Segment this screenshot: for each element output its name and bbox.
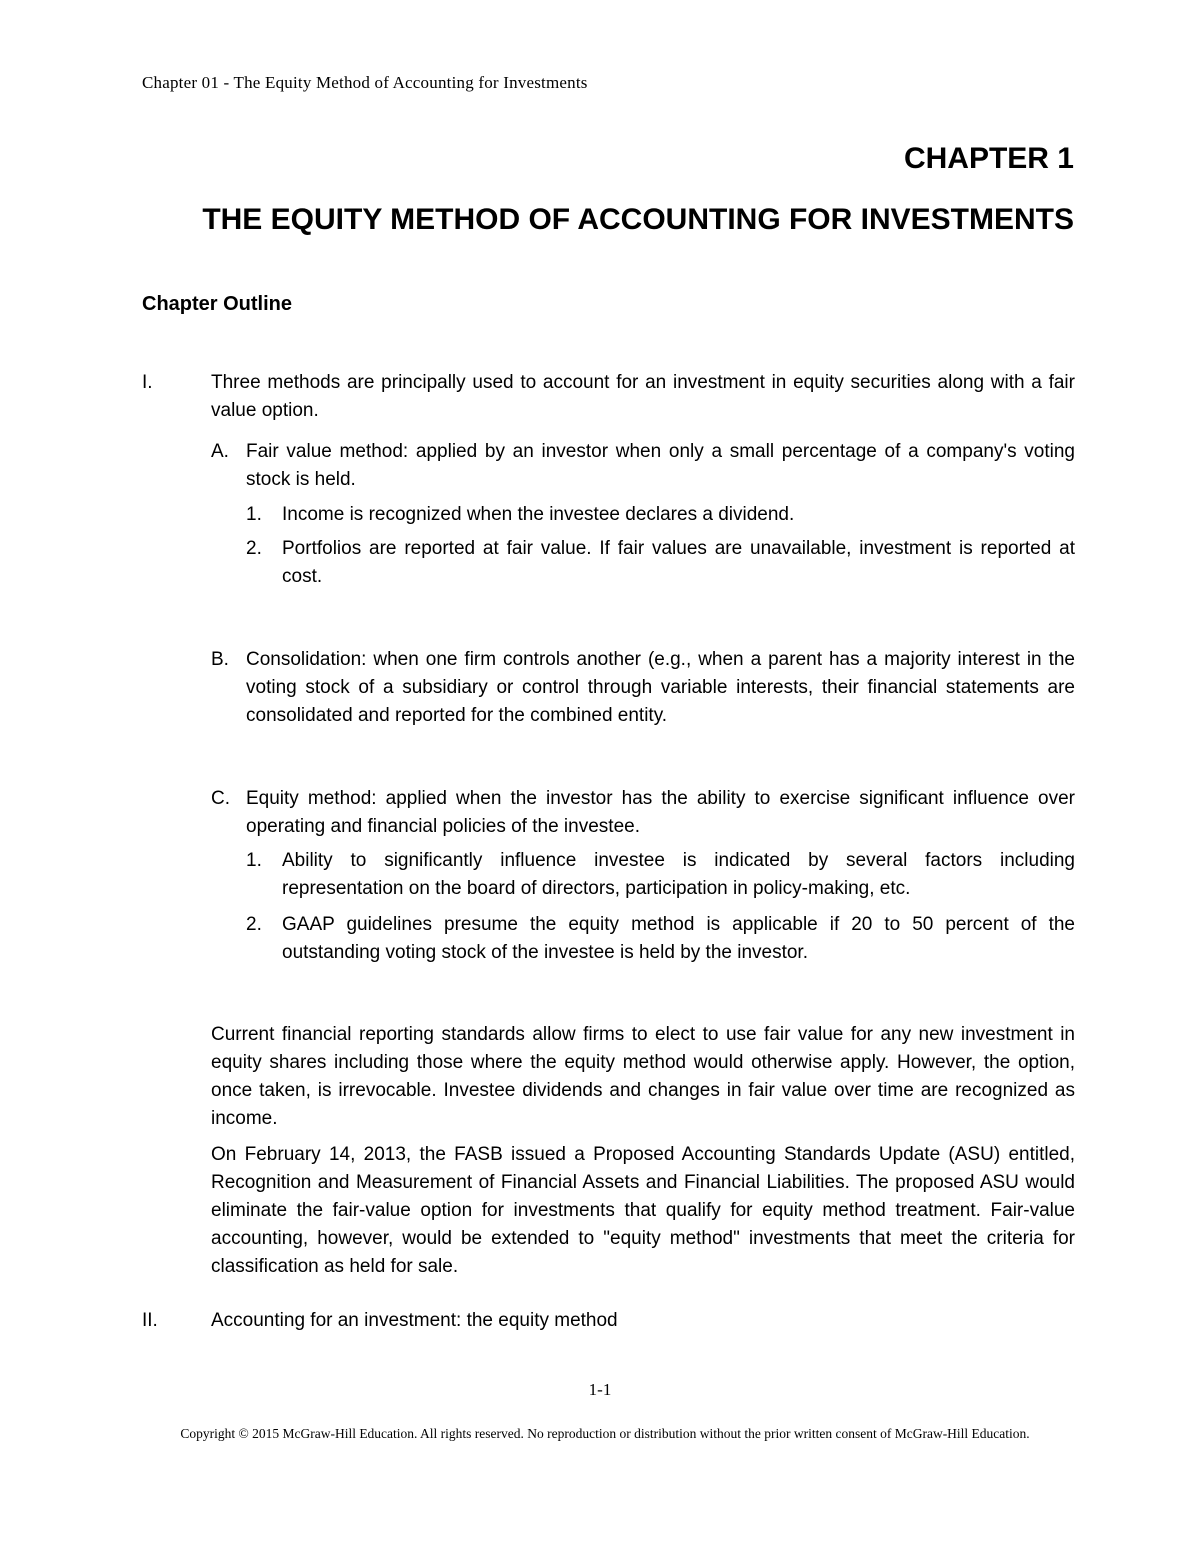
section-marker-ii: II. bbox=[142, 1310, 158, 1331]
chapter-number: CHAPTER 1 bbox=[903, 142, 1074, 175]
item-c1-text: Ability to significantly influence investee is indicated by several factors including representation on the board of directors, participation in policy-making, etc. bbox=[282, 850, 1075, 899]
item-a-marker: A. bbox=[211, 441, 229, 462]
item-c2-marker: 2. bbox=[246, 914, 262, 935]
item-a2-text: Portfolios are reported at fair value. If fair values are unavailable, investment is reported at cost. bbox=[282, 538, 1075, 587]
item-c-text: Equity method: applied when the investor has the ability to exercise significant influence over operating and financial policies of the investee. bbox=[246, 788, 1075, 837]
item-a1-marker: 1. bbox=[246, 504, 262, 525]
item-b-text: Consolidation: when one firm controls another (e.g., when a parent has a majority interest in the voting stock of a subsidiary or control through variable interests, their financial statements are consolidated and reported for the combined entity. bbox=[246, 649, 1075, 726]
item-c1-marker: 1. bbox=[246, 850, 262, 871]
page-number: 1-1 bbox=[588, 1380, 612, 1399]
item-a-text: Fair value method: applied by an investor when only a small percentage of a company's voting stock is held. bbox=[246, 441, 1075, 490]
section-marker-i: I. bbox=[142, 372, 153, 393]
copyright-notice: Copyright © 2015 McGraw-Hill Education. All rights reserved. No reproduction or distribution without the prior written consent of McGraw-Hill Education. bbox=[180, 1426, 1030, 1441]
item-b-marker: B. bbox=[211, 649, 229, 670]
fair-value-option-paragraph: Current financial reporting standards allow firms to elect to use fair value for any new investment in equity shares including those where the equity method would otherwise apply. However, the option, once taken, is irrevocable. Investee dividends and changes in fair value over time are recognized as income. bbox=[211, 1024, 1075, 1129]
item-a2-marker: 2. bbox=[246, 538, 262, 559]
running-header: Chapter 01 - The Equity Method of Accounting for Investments bbox=[142, 73, 588, 92]
section-i-text: Three methods are principally used to account for an investment in equity securities along with a fair value option. bbox=[211, 372, 1075, 421]
item-c2-text: GAAP guidelines presume the equity method is applicable if 20 to 50 percent of the outstanding voting stock of the investee is held by the investor. bbox=[282, 914, 1075, 963]
outline-heading: Chapter Outline bbox=[142, 293, 293, 315]
section-ii-text: Accounting for an investment: the equity method bbox=[211, 1310, 618, 1331]
chapter-title: THE EQUITY METHOD OF ACCOUNTING FOR INVESTMENTS bbox=[202, 203, 1074, 236]
fasb-update-paragraph: On February 14, 2013, the FASB issued a Proposed Accounting Standards Update (ASU) entitled, Recognition and Measurement of Financial Assets and Financial Liabilities. The proposed ASU would eliminate the fair-value option for investments that qualify for equity method treatment. Fair-value accounting, however, would be extended to "equity method" investments that meet the criteria for classification as held for sale. bbox=[211, 1144, 1075, 1277]
item-a1-text: Income is recognized when the investee declares a dividend. bbox=[282, 504, 795, 525]
item-c-marker: C. bbox=[211, 788, 230, 809]
